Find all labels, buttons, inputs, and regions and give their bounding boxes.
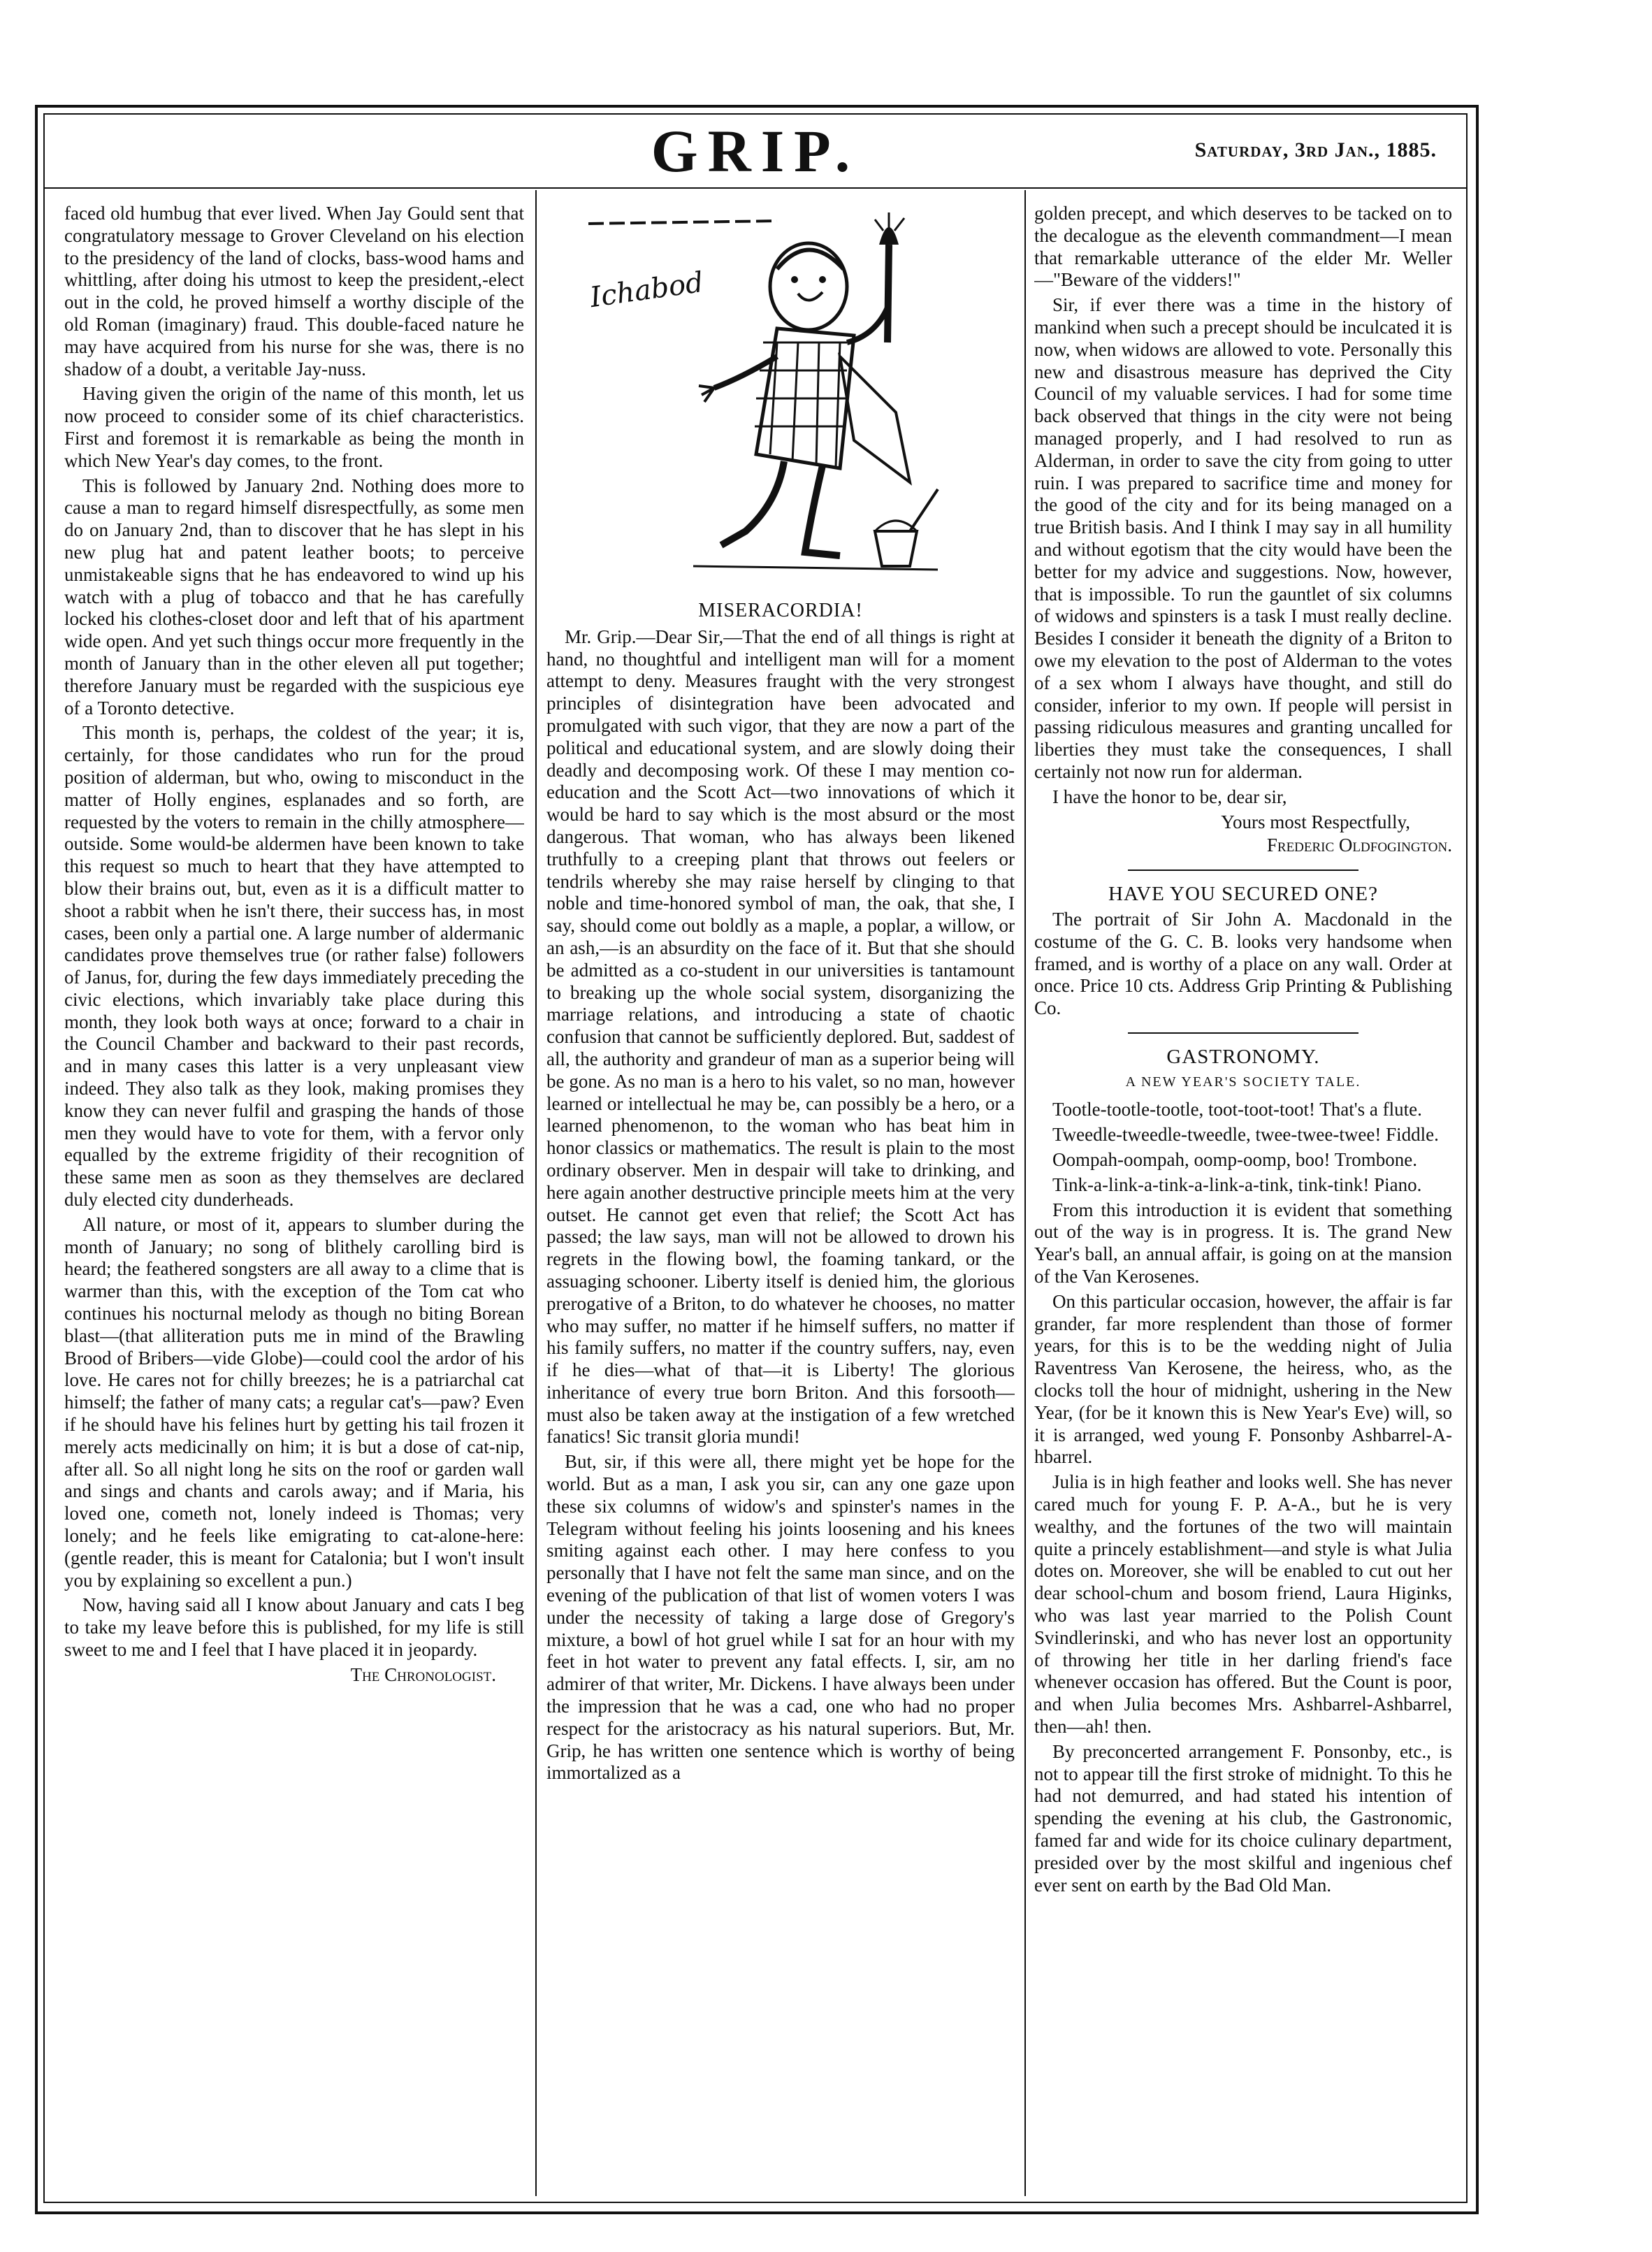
column-3 bbox=[1034, 203, 1452, 2181]
col1-paragraph: Now, having said all I know about January and cats I beg to take my leave before this is published, for my life is still sweet to me and I feel that I have placed it in jeopardy. bbox=[64, 1594, 524, 1660]
notice-text: The portrait of Sir John A. Macdonald in the costume of the G. C. B. looks very handsome when framed, and is worthy of a place on any wall. Order at once. Price 10 cts. Address Grip Printing & Publishing Co. bbox=[1034, 908, 1452, 1019]
masthead-rule bbox=[43, 187, 1468, 189]
column-divider-1 bbox=[535, 190, 537, 2196]
letter-closing: Yours most Respectfully, bbox=[1221, 811, 1410, 832]
story-heading: GASTRONOMY. bbox=[1166, 1045, 1320, 1068]
cartoon-illustration bbox=[546, 203, 1015, 594]
story-paragraph: Tweedle-tweedle-tweedle, twee-twee-twee! Fiddle. bbox=[1052, 1124, 1439, 1146]
story-paragraph: On this particular occasion, however, the affair is far grander, far more resplendent than those of former years, for this is to be the wedding night of Julia Raventress Van Kerosene, the heiress, who, as the clocks toll the hour of midnight, ushering in the New Year, (for be it known this is New Year's Eve) will, so it is arranged, wed young F. Ponsonby Ashbarrel-A-hbarrel. bbox=[1034, 1290, 1452, 1468]
cartoon-label: Ichabod bbox=[588, 266, 706, 315]
col1-signature: The Chronologist. bbox=[350, 1663, 496, 1685]
col1-paragraph: This month is, perhaps, the coldest of the year; it is, certainly, for those candidates who run for the proud position of alderman, but who, owing to misconduct in the matter of Holly engines, esplanades and so forth, are requested by the voters to remain in the chilly atmosphere—outside. Some would-be aldermen have been known to take this request so much to heart that they have attempted to blow their brains out, but, even as it is a difficult matter to shoot a rabbit when he isn't there, their success has, in most cases, been only a partial one. A large number of aldermanic candidates prove themselves true (or rather false) followers of Janus, for, during the few days immediately preceding the civic elections, which invariably take place during this month, they look both ways at once; forward to a chair in the Council Chamber and backward to their past records, and in many cases this latter is a very unpleasant view indeed. They also talk as they look, making promises they know they can never fulfil and grasping the hands of those men they would have to vote for them, with a fervor only equalled by the extreme frigidity of their recognition of these same men as soon as they themselves are declared duly elected city dunderheads. bbox=[64, 722, 524, 1211]
masthead-title: GRIP. bbox=[651, 117, 860, 185]
cartoon-figure-drawing bbox=[546, 203, 1015, 594]
section-divider bbox=[1128, 1032, 1358, 1034]
story-paragraph: By preconcerted arrangement F. Ponsonby, etc., is not to appear till the first stroke of midnight. To this he had not demurred, and had stated his intention of spending the evening at his club, the Gastronomic, famed far and wide for its choice culinary department, presided over by the most skilful and ingenious chef ever sent on earth by the Bad Old Man. bbox=[1034, 1740, 1452, 1896]
masthead-date: Saturday, 3rd Jan., 1885. bbox=[1194, 138, 1437, 161]
letter-signature: Frederic Oldfogington. bbox=[1266, 835, 1452, 856]
notice-heading: HAVE YOU SECURED ONE? bbox=[1108, 883, 1378, 906]
col1-paragraph: faced old humbug that ever lived. When Jay Gould sent that congratulatory message to Grover Cleveland on his election to the presidency of the land of clocks, bass-wood hams and whittling, after doing his utmost to keep the president,-elect out in the cold, he proved himself a worthy disciple of the old Roman (imaginary) fraud. This double-faced nature he may have acquired from his nurse for she was, there is no shadow of a doubt, a veritable Jay-nuss. bbox=[64, 203, 524, 380]
col1-paragraph: This is followed by January 2nd. Nothing does more to cause a man to regard himself disrespectfully, as some men do on January 2nd, than to discover that he has slept in his new plug hat and patent leather boots; to perceive unmistakeable signs that he has endeavored to wind up his watch with a plug of tobacco and that he has carefully locked his clothes-closet door and left that of his apartment wide open. And yet such things occur more frequently in the month of January than in the other eleven all put together; therefore January must be regarded with the suspicious eye of a Toronto detective. bbox=[64, 475, 524, 719]
story-paragraph: From this introduction it is evident that something out of the way is in progress. It is. The grand New Year's ball, an annual affair, is going on at the mansion of the Van Kerosenes. bbox=[1034, 1199, 1452, 1287]
story-paragraph: Oompah-oompah, oomp-oomp, boo! Trombone. bbox=[1052, 1149, 1417, 1171]
masthead bbox=[46, 117, 1465, 185]
story-subheading: A NEW YEAR'S SOCIETY TALE. bbox=[1125, 1074, 1361, 1090]
col3-paragraph: golden precept, and which deserves to be tacked on to the decalogue as the eleventh commandment—I mean that remarkable utterance of the elder Mr. Weller—"Beware of the vidders!" bbox=[1034, 203, 1452, 291]
col1-paragraph: Having given the origin of the name of this month, let us now proceed to consider some of its chief characteristics. First and foremost it is remarkable as being the month in which New Year's day comes, to the front. bbox=[64, 383, 524, 471]
cartoon-caption: MISERACORDIA! bbox=[698, 600, 863, 621]
col3-paragraph: Sir, if ever there was a time in the history of mankind when such a precept should be inculcated it is now, when widows are allowed to vote. Personally this new and disastrous measure has deprived the City Council of my valuable services. I had for some time back observed that things in the city were not being managed properly, and I had resolved to run as Alderman, in order to save the city from going to utter ruin. I was prepared to sacrifice time and money for the good of the city and for its being managed on a true British basis. And I think I may say in all humility and without egotism that the city would have been the better for my advice and suggestions. Now, however, that is impossible. To run the gauntlet of six columns of widows and spinsters is a task I must really decline. Besides I consider it beneath the dignity of a Briton to owe my elevation to the post of Alderman to the votes of a sex whom I always have thought, and still do consider, inferior to my own. If people will persist in passing ridiculous measures and granting uncalled for liberties they must take the consequences, I shall certainly not now run for alderman. bbox=[1034, 294, 1452, 782]
column-1 bbox=[64, 203, 524, 2181]
column-divider-2 bbox=[1024, 190, 1026, 2196]
col2-paragraph: But, sir, if this were all, there might yet be hope for the world. But as a man, I ask you sir, can any one gaze upon these six columns of widow's and spinster's names in the Telegram without feeling his joints loosening and his knees smiting against each other. I may here confess to you personally that I have not felt the same man since, and on the evening of the publication of that list of women voters I was under the necessity of taking a large dose of Gregory's mixture, a bowl of hot gruel while I sat for an hour with my feet in hot water to prevent any fatal effects. I, sir, am no admirer of that writer, Mr. Dickens. I have always been under the impression that he was a cad, one who had no proper respect for the aristocracy as his natural superiors. But, Mr. Grip, he has written one sentence which is worthy of being immortalized as a bbox=[546, 1451, 1015, 1784]
story-paragraph: Tootle-tootle-tootle, toot-toot-toot! That's a flute. bbox=[1052, 1099, 1422, 1120]
section-divider bbox=[1128, 869, 1358, 871]
story-paragraph: Tink-a-link-a-tink-a-link-a-tink, tink-tink! Piano. bbox=[1052, 1174, 1422, 1195]
col2-paragraph: Mr. Grip.—Dear Sir,—That the end of all things is right at hand, no thoughtful and intelligent man will for a moment attempt to deny. Measures fraught with the very strongest principles of disintegration have been advocated and promulgated with such vigor, that they are now a part of the political and educational system, and are slowly doing their deadly and decomposing work. Of these I may mention co-education and the Scott Act—two innovations of which it would be hard to say which is the most absurd or the most dangerous. That woman, who has always been likened truthfully to a creeping plant that throws out feelers or tendrils whereby she may raise herself by clinging to that noble and time-honored symbol of man, the oak, that she, I say, should come out boldly as a maple, a poplar, a willow, or an ash,—is an absurdity on the face of it. But that she should be admitted as a co-student in our universities is tantamount to breaking up the whole social system, disorganizing the marriage relations, and introducing a state of chaotic confusion that cannot be sufficiently deplored. But, saddest of all, the authority and grandeur of man as a superior being will be gone. As no man is a hero to his valet, so no man, however learned or intellectual he may be, can possibly be a hero, or a learned phenomenon, to the woman who has beat him in honor classics or mathematics. The result is plain to the most ordinary observer. Men in despair will take to drinking, and here again another destructive principle meets him at the very outset. He cannot get even that relief; the Scott Act has passed; the law says, man will not be allowed to drown his regrets in the flowing bowl, the foaming tankard, or the assuaging schooner. Liberty itself is denied him, the glorious prerogative of a Briton, to do whatever he chooses, no matter who may suffer, no matter if he himself suffers, no matter if his family suffers, no matter if the country suffers, nay, even if he dies—what of that—it is Liberty! The glorious inheritance of every true born Briton. And this forsooth—must also be taken away at the instigation of a few wretched fanatics! Sic transit gloria mundi! bbox=[546, 626, 1015, 1448]
col3-paragraph: I have the honor to be, dear sir, bbox=[1052, 786, 1287, 807]
column-2 bbox=[546, 203, 1015, 2181]
col1-paragraph: All nature, or most of it, appears to slumber during the month of January; no song of blithely carolling bird is heard; the feathered songsters are all away to a clime that is warmer than this, with the exception of the Tom cat who continues his nocturnal melody as though no biting Borean blast—(that alliteration puts me in mind of the Brawling Brood of Bribers—vide Globe)—could cool the ardor of his love. He cares not for chilly breezes; he is a patriarchal cat himself; the father of many cats; a regular cat's—paw? Even if he should have his felines hurt by getting his tail frozen it merely acts medicinally on him; it is but a dose of cat-nip, after all. So all night long he sits on the roof or garden wall and sings and chants and carols away; and if Maria, his loved one, cometh not, lonely indeed is Thomas; very lonely; and he feels like emigrating to cat-alone-here: (gentle reader, this is meant for Catalonia; but I won't insult you by explaining so excellent a pun.) bbox=[64, 1213, 524, 1591]
story-paragraph: Julia is in high feather and looks well. She has never cared much for young F. P. A-A., but he is very wealthy, and the fortunes of the two will maintain quite a princely establishment—and style is what Julia dotes on. Moreover, she will be enabled to cut out her dear school-chum and bosom friend, Laura Higinks, who was last year married to the Polish Count Svindlerinski, and who has never lost an opportunity of throwing her title in her darling friend's face whenever occasion has offered. But the Count is poor, and when Julia becomes Mrs. Ashbarrel-Ashbarrel, then—ah! then. bbox=[1034, 1471, 1452, 1737]
